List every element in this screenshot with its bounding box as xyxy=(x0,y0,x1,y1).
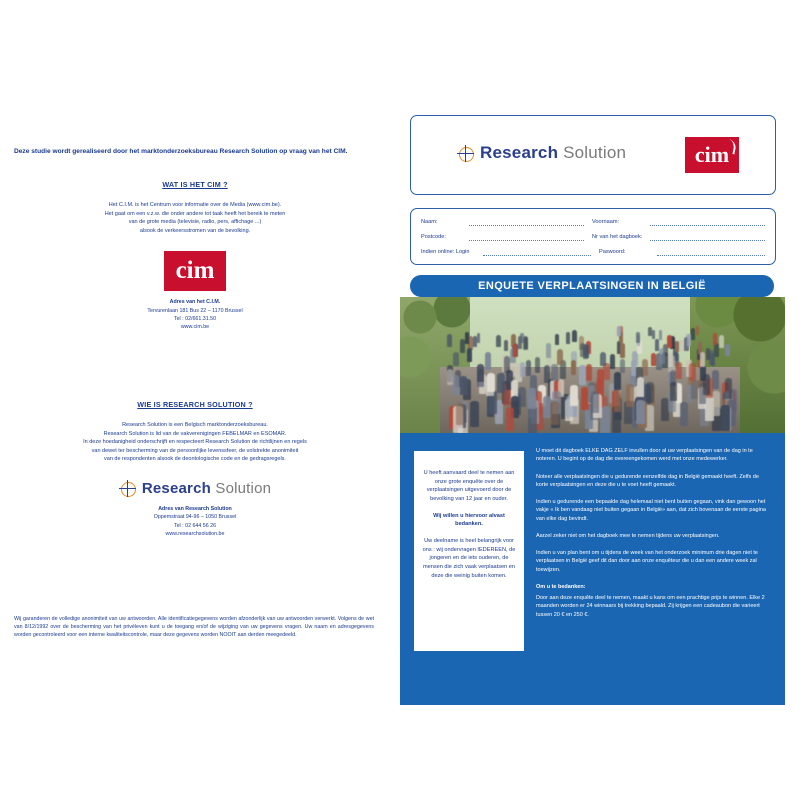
research-solution-logo xyxy=(142,480,271,497)
left-page-intro: Deze studie wordt gerealiseerd door het marktonderzoeksbureau Research Solution op vraag van het CIM. xyxy=(14,148,348,155)
postcode-input[interactable] xyxy=(469,233,584,241)
login-label: Indien online: Login xyxy=(421,249,470,255)
form-row-naam xyxy=(421,215,765,229)
instructions-text xyxy=(536,447,770,628)
cim-section-heading: WAT IS HET CIM ? xyxy=(162,180,228,189)
cim-section xyxy=(0,180,390,332)
crosshair-target-icon xyxy=(457,145,474,162)
rs-logo-bold: Research xyxy=(141,479,211,497)
instruction-item: Indien u gedurende een bepaalde dag helemaal niet bent buiten gegaan, vink dan gewoon het vakje « Ik ben vandaag niet buiten gegaan in België» aan, dat zich bovenaan de eerste pagina van elke dag bevindt. xyxy=(536,499,766,522)
rs-body-line: van de respondenten alsook de deontologische code en de gedragsregels. xyxy=(104,456,286,463)
naam-label: Naam: xyxy=(421,219,438,225)
rs-section-heading: WIE IS RESEARCH SOLUTION ? xyxy=(137,400,253,409)
thank-you-p1: U heeft aanvaard deel te nemen aan onze grote enquête over de verplaatsingen uitgevoerd door de bevolking van 12 jaar en ouder. xyxy=(423,470,515,502)
voornaam-label: Voornaam: xyxy=(592,219,620,225)
cim-address-line: Tel : 02/661.31.50 xyxy=(173,316,217,322)
thank-you-card xyxy=(414,451,524,651)
respondent-form-box xyxy=(410,208,776,265)
rs-body-line: Research Solution is lid van de vakverenigingen FEBELMAR en ESOMAR. xyxy=(103,430,287,437)
research-solution-logo-wrapper xyxy=(0,480,390,498)
rs-logo-bold: Research xyxy=(480,143,559,162)
voornaam-input[interactable] xyxy=(650,218,765,226)
rs-address-line: Oppemstraat 94-96 – 1050 Brussel xyxy=(153,514,237,521)
research-solution-section xyxy=(0,400,390,538)
login-input[interactable] xyxy=(483,248,591,256)
page-title: ENQUETE VERPLAATSINGEN IN BELGIË xyxy=(410,275,774,297)
rs-logo-light: Solution xyxy=(563,143,627,162)
rs-address-title: Adres van Research Solution xyxy=(158,505,232,512)
naam-input[interactable] xyxy=(469,218,584,226)
rs-section-body xyxy=(0,421,390,464)
cim-body-line: Het gaat om een v.z.w. die onder andere tot taak heeft het bereik te meten xyxy=(104,210,286,217)
crosshair-target-icon xyxy=(119,480,136,497)
cim-body-line: alsook de verkeersstromen van de bevolking. xyxy=(139,227,251,234)
thank-you-bold: Wij willen u hiervoor alvast bedanken. xyxy=(433,512,505,528)
instructions-panel xyxy=(400,433,785,705)
cim-logo-wrapper xyxy=(0,251,390,291)
nr-dagboek-label: Nr van het dagboek: xyxy=(592,234,643,240)
privacy-footer: Wij garanderen de volledige anonimiteit van uw antwoorden. Alle identificatiegegevens worden afzonderlijk van uw antwoorden verwerkt. Volgens de wet van 8/12/1992 over de bescherming van het privéleven kunt u de toegang en/of de wijziging van uw gegevens vragen. Uw naam en adresgegevens worden gecontroleerd voor een interne kwaliteitscontrole, maar deze gegevens worden NOOIT aan derden meegedeeld. xyxy=(14,616,374,639)
form-row-postcode xyxy=(421,230,765,244)
cim-logo: cim xyxy=(164,251,226,291)
rs-body-line: In deze hoedanigheid onderschrijft en respecteert Research Solution de richtlijnen en regels xyxy=(83,439,307,446)
logo-header-inner xyxy=(457,143,626,163)
instruction-item: Aarzel zeker niet om het dagboek mee te nemen tijdens uw verplaatsingen. xyxy=(536,532,720,539)
rs-logo-light: Solution xyxy=(215,479,272,497)
paswoord-input[interactable] xyxy=(657,248,765,256)
cim-address-line: Tervurenlaan 181 Bus 22 – 1170 Brussel xyxy=(147,307,243,314)
crowd-photo xyxy=(400,297,785,433)
logo-header-box xyxy=(410,115,776,195)
rs-address xyxy=(0,505,390,539)
cim-body-line: van de grote media (televisie, radio, pers, affichage ...) xyxy=(128,219,262,226)
postcode-label: Postcode: xyxy=(421,234,446,240)
form-row-login xyxy=(421,245,765,259)
rs-body-line: Research Solution is een Belgisch marktonderzoeksbureau. xyxy=(122,422,268,428)
rs-address-line: Tel : 02 644 56 26 xyxy=(173,522,217,529)
instruction-item: Indien u van plan bent om u tijdens de week van het onderzoek minimum drie dagen niet te verplaatsen in België geef dit dan door aan onze enquêteur die u dan een andere week zal toewijzen. xyxy=(536,550,758,573)
instruction-item: Door aan deze enquête deel te nemen, maakt u kans om een prachtige prijs te winnen. Elke 2 maanden worden er 24 winnaars bij trekking bepaald. Zij krijgen een cadeaubon die varieert tussen 20 € en 250 €. xyxy=(536,595,765,618)
cim-address-line: www.cim.be xyxy=(180,324,210,331)
rs-body-line: van dewet ter bescherming van de persoonlijke levenssfeer, de volstrekte anonimiteit xyxy=(91,447,299,454)
cim-body-line: Het C.I.M. is het Centrum voor informatie over de Media (www.cim.be). xyxy=(108,202,282,208)
cim-section-body xyxy=(0,201,390,235)
rs-address-line: www.researchsolution.be xyxy=(165,530,225,537)
right-page xyxy=(400,105,790,705)
cim-address xyxy=(0,298,390,332)
left-page xyxy=(0,120,390,700)
photo-crowd-figures xyxy=(446,325,736,417)
paswoord-label: Paswoord: xyxy=(599,249,626,255)
research-solution-logo xyxy=(480,143,626,163)
cim-address-title: Adres van het C.I.M. xyxy=(169,299,221,306)
nr-dagboek-input[interactable] xyxy=(650,233,765,241)
thank-you-p2: Uw deelname is heel belangrijk voor ons : wij ondervragen IEDEREEN, de jongeren en de iets ouderen, de mensen die zich vaak verplaatsen en deze die weinig buiten komen. xyxy=(422,537,516,579)
cim-logo: cim xyxy=(685,137,739,173)
instruction-item: Noteer alle verplaatsingen die u gedurende eenzelfde dag in België gemaakt heeft. Zelfs de korte verplaatsingen en deze die u te voet heeft gemaakt. xyxy=(536,473,759,488)
instruction-item: U moet dit dagboek ELKE DAG ZELF invullen door al uw verplaatsingen van de dag in te noteren. U begint op de dag die overeengekomen werd met onze medewerker. xyxy=(536,448,753,463)
instruction-heading: Om u te bedanken: xyxy=(536,583,586,590)
